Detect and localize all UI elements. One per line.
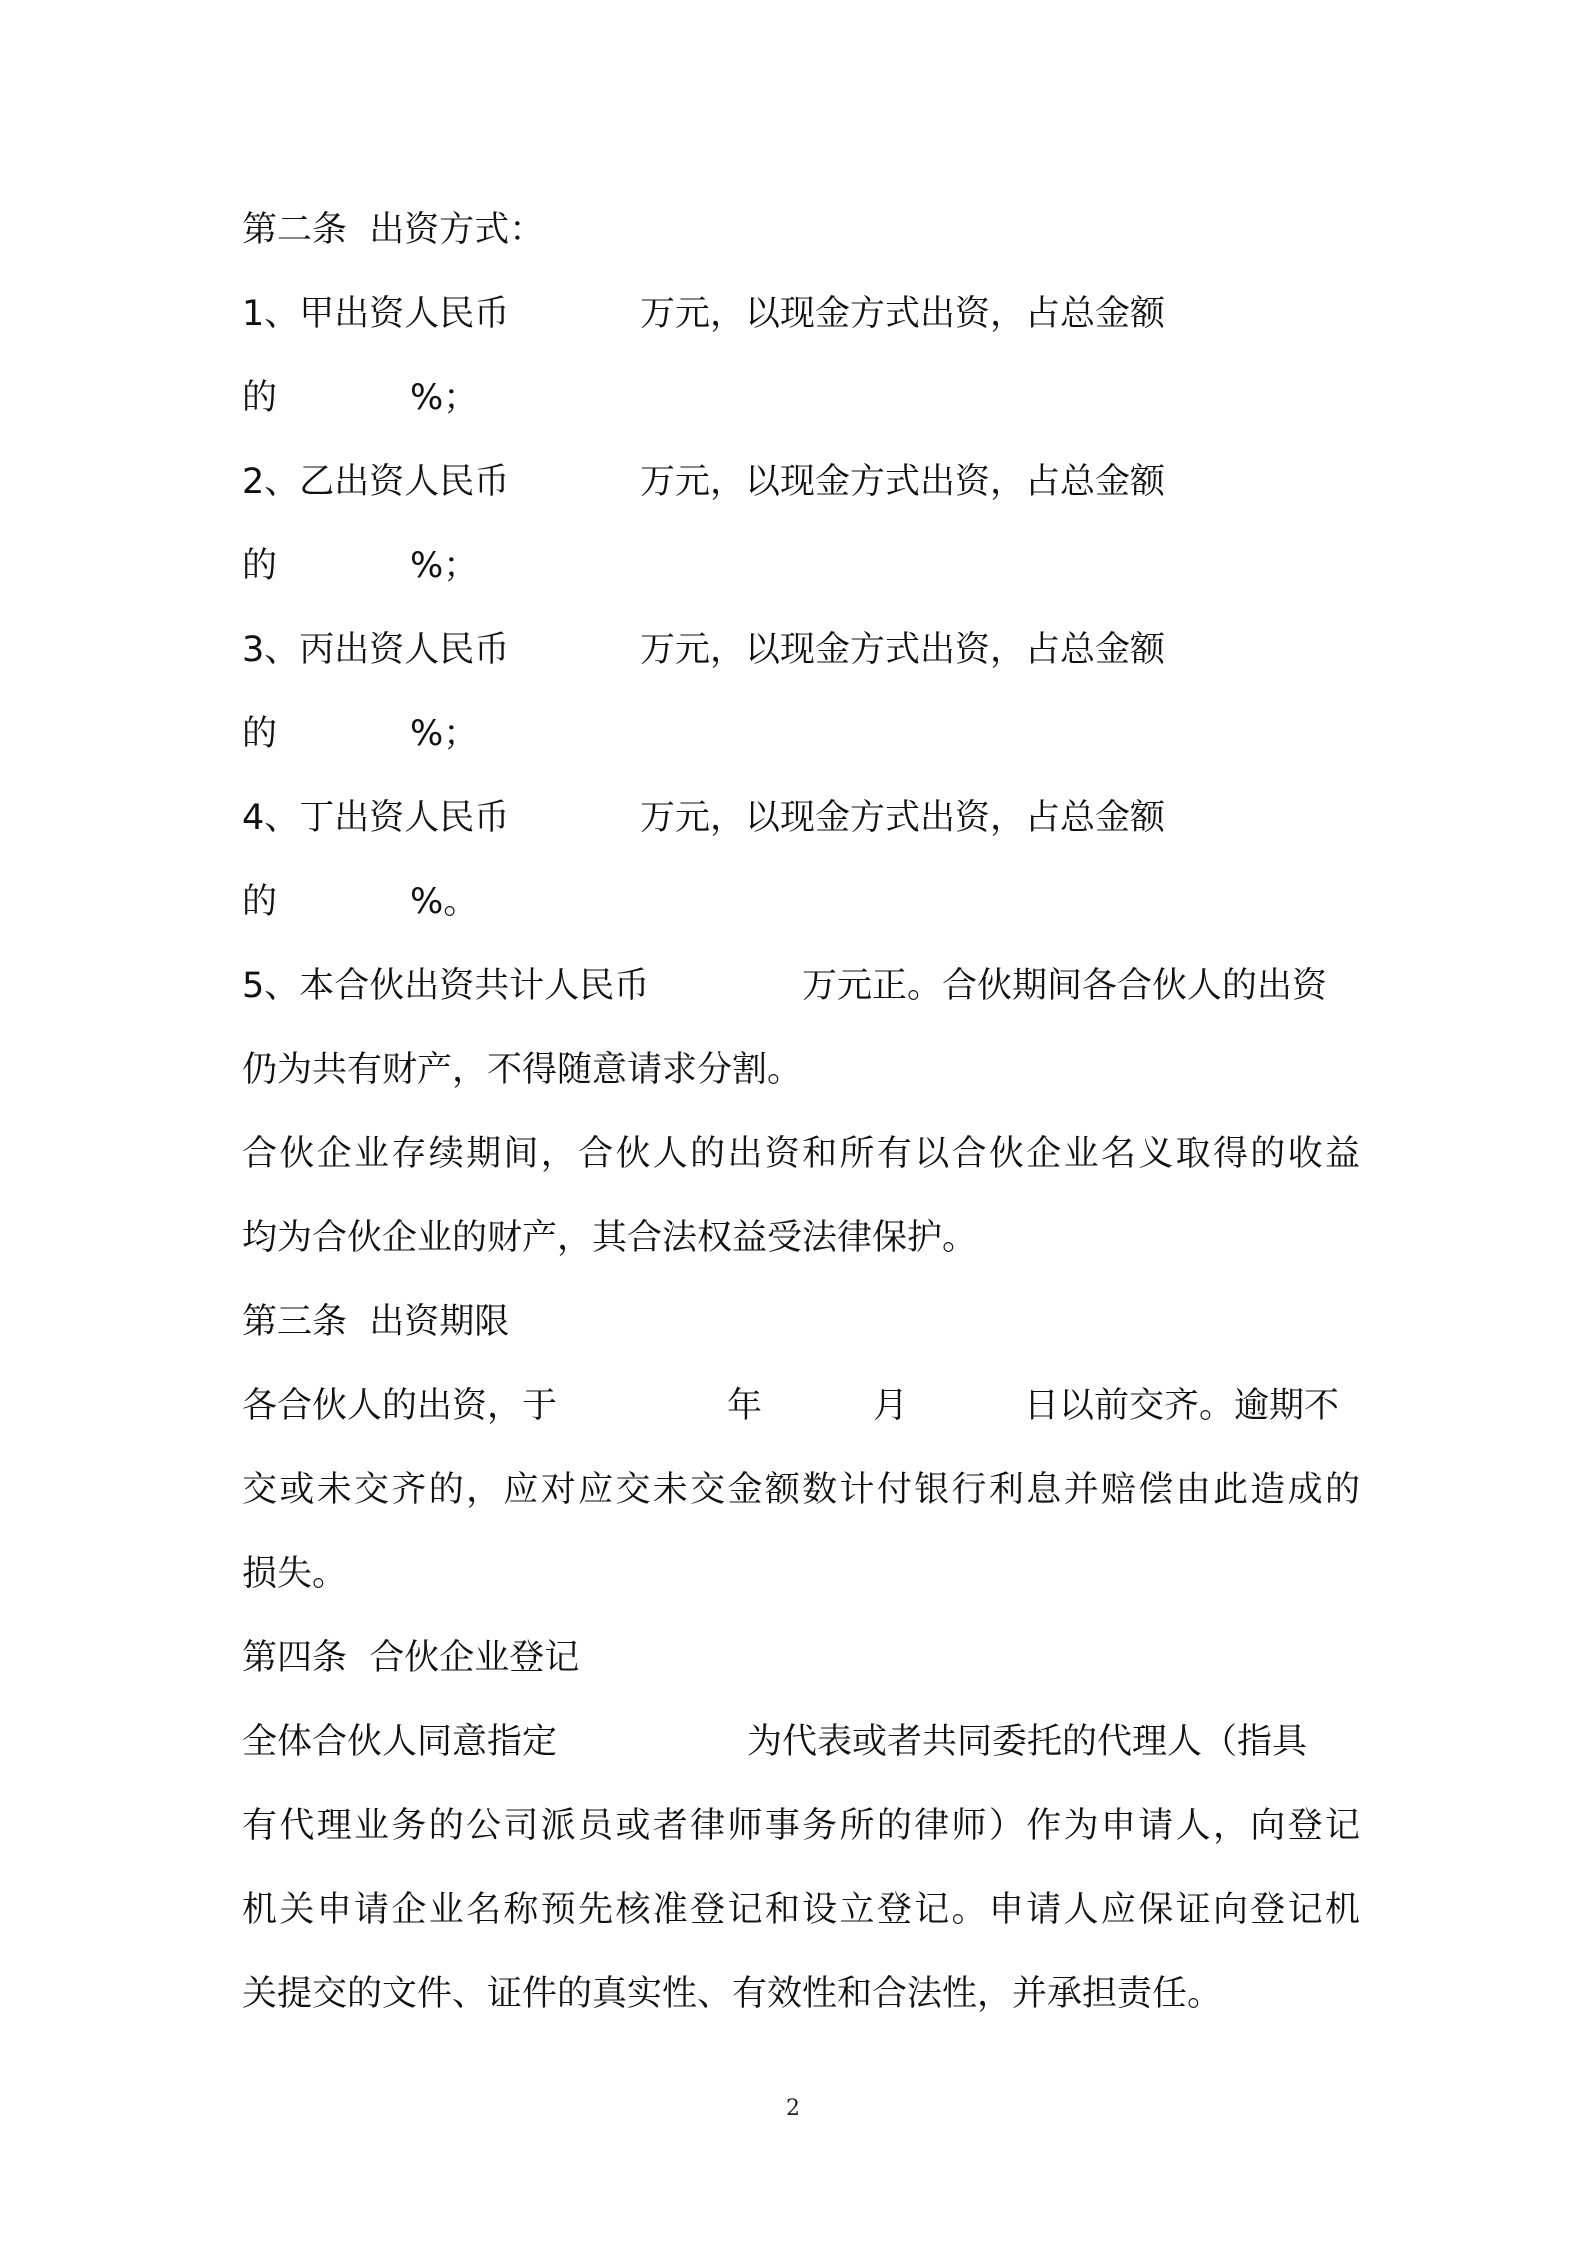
item-1-pct-b: %； — [410, 378, 479, 418]
item-1-part-b: 万元，以现金方式出资，占总金额 — [640, 294, 1166, 334]
item-3-part-a: 3、丙出资人民币 — [242, 630, 510, 670]
page-number: 2 — [786, 2096, 800, 2121]
item-1-part-a: 1、甲出资人民币 — [242, 294, 510, 334]
deadline-line — [242, 1384, 1340, 1428]
paragraph-line: 损失。 — [242, 1554, 348, 1594]
item-4-part-b: 万元，以现金方式出资，占总金额 — [640, 798, 1166, 838]
item-4-line — [242, 796, 1166, 840]
item-4-pct-b: %。 — [410, 882, 479, 922]
deadline-day-text: 日以前交齐。逾期不 — [1024, 1386, 1340, 1426]
item-2-pct-a: 的 — [242, 546, 278, 586]
item-3-pct-a: 的 — [242, 714, 278, 754]
item-2-pct-b: %； — [410, 546, 479, 586]
paragraph-line: 交或未交齐的，应对应交未交金额数计付银行利息并赔偿由此造成的 — [242, 1470, 1360, 1510]
deadline-part-a: 各合伙人的出资，于 — [242, 1386, 558, 1426]
item-4-pct-a: 的 — [242, 882, 278, 922]
paragraph-line: 机关申请企业名称预先核准登记和设立登记。申请人应保证向登记机 — [242, 1890, 1360, 1930]
item-2-percent-line — [242, 544, 479, 588]
deadline-year-label: 年 — [727, 1386, 763, 1426]
deadline-month-label: 月 — [873, 1386, 909, 1426]
article-2-heading: 第二条 出资方式： — [242, 210, 545, 250]
registration-line — [242, 1720, 1308, 1764]
item-5-line-2: 仍为共有财产，不得随意请求分割。 — [242, 1050, 803, 1090]
item-4-part-a: 4、丁出资人民币 — [242, 798, 510, 838]
item-2-part-b: 万元，以现金方式出资，占总金额 — [640, 462, 1166, 502]
item-1-line — [242, 292, 1166, 336]
paragraph-line: 均为合伙企业的财产，其合法权益受法律保护。 — [242, 1218, 978, 1258]
article-4-heading: 第四条 合伙企业登记 — [242, 1638, 580, 1678]
item-5-line — [242, 964, 1328, 1008]
paragraph-line: 关提交的文件、证件的真实性、有效性和合法性，并承担责任。 — [242, 1974, 1223, 2014]
registration-part-b: 为代表或者共同委托的代理人（指具 — [747, 1722, 1308, 1762]
item-1-pct-a: 的 — [242, 378, 278, 418]
item-4-percent-line — [242, 880, 479, 924]
paragraph-line: 有代理业务的公司派员或者律师事务所的律师）作为申请人，向登记 — [242, 1806, 1360, 1846]
item-1-percent-line — [242, 376, 479, 420]
article-3-heading: 第三条 出资期限 — [242, 1302, 510, 1342]
item-3-pct-b: %； — [410, 714, 479, 754]
item-2-line — [242, 460, 1166, 504]
item-5-part-a: 5、本合伙出资共计人民币 — [242, 966, 650, 1006]
item-2-part-a: 2、乙出资人民币 — [242, 462, 510, 502]
item-5-part-b: 万元正。合伙期间各合伙人的出资 — [802, 966, 1328, 1006]
registration-part-a: 全体合伙人同意指定 — [242, 1722, 558, 1762]
paragraph-line: 合伙企业存续期间，合伙人的出资和所有以合伙企业名义取得的收益 — [242, 1134, 1360, 1174]
item-3-part-b: 万元，以现金方式出资，占总金额 — [640, 630, 1166, 670]
item-3-percent-line — [242, 712, 479, 756]
item-3-line — [242, 628, 1166, 672]
